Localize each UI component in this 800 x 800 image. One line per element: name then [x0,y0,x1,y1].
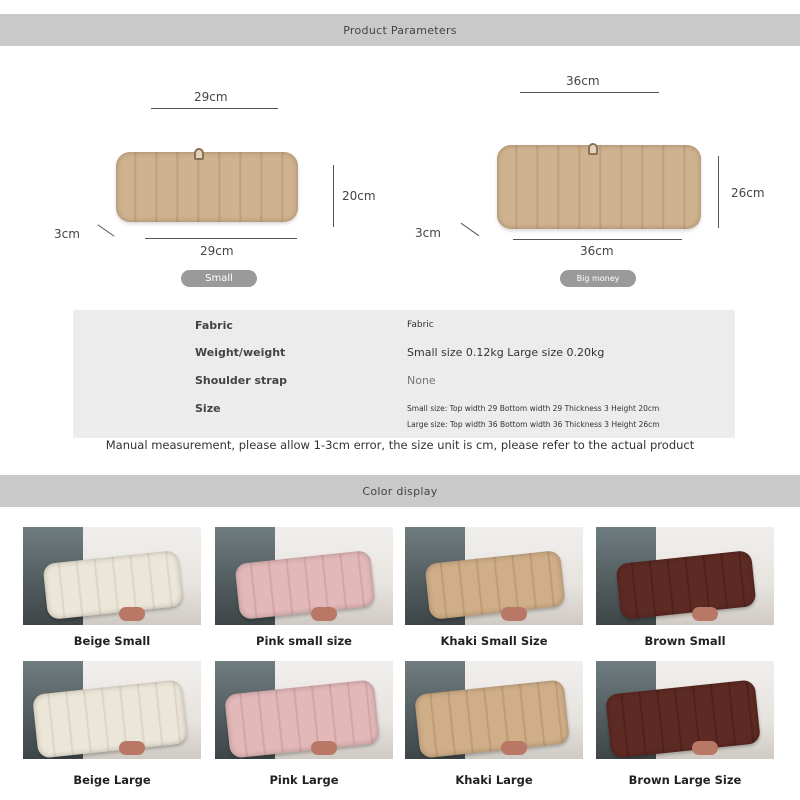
hand-image [501,607,527,621]
param-label: Shoulder strap [195,374,288,387]
param-value-2: Large size: Top width 36 Bottom width 36 Thickness 3 Height 26cm [407,420,660,429]
hand-image [311,741,337,755]
product-photo[interactable] [596,527,774,625]
large-top-width: 36cm [566,74,600,88]
hand-image [119,741,145,755]
hand-image [692,741,718,755]
product-parameters-banner [0,14,800,46]
small-top-width: 29cm [194,90,228,104]
param-label: Fabric [195,319,233,332]
zipper-pull-icon [194,148,204,160]
large-bag-image [497,145,701,229]
hand-image [692,607,718,621]
small-top-dimension-line [151,108,278,109]
parameter-table [73,310,735,438]
color-option-label: Brown Small [644,634,726,648]
param-value: Fabric [407,320,434,330]
param-value: Small size 0.12kg Large size 0.20kg [407,346,605,359]
param-value: Small size: Top width 29 Bottom width 29 Thickness 3 Height 20cm [407,404,660,413]
color-display-title: Color display [362,484,438,498]
product-photo[interactable] [215,527,393,625]
small-thickness: 3cm [54,227,80,241]
small-thickness-dimension-line [98,224,115,236]
zipper-pull-icon [588,143,598,155]
product-photo[interactable] [596,661,774,759]
product-photo[interactable] [23,527,201,625]
color-option-label: Khaki Small Size [440,634,548,648]
small-bottom-dimension-line [145,238,297,239]
color-option-label: Khaki Large [455,773,533,787]
color-option-label: Pink Large [269,773,339,787]
large-thickness-dimension-line [461,223,480,236]
hand-image [501,741,527,755]
large-bottom-dimension-line [513,239,682,240]
large-size-badge: Big money [560,270,636,287]
color-option-label: Pink small size [256,634,352,648]
hand-image [119,607,145,621]
small-bottom-width: 29cm [200,244,234,258]
param-label: Weight/weight [195,346,286,359]
large-top-dimension-line [520,92,659,93]
product-photo[interactable] [215,661,393,759]
param-value: None [407,374,436,387]
product-photo[interactable] [405,661,583,759]
large-thickness: 3cm [415,226,441,240]
small-height-dimension-line [333,165,334,227]
product-photo[interactable] [405,527,583,625]
param-label: Size [195,402,221,415]
product-photo[interactable] [23,661,201,759]
color-option-label: Beige Large [73,773,151,787]
color-option-label: Brown Large Size [628,773,742,787]
color-display-banner [0,475,800,507]
small-height: 20cm [342,189,376,203]
hand-image [311,607,337,621]
small-size-badge: Small [181,270,257,287]
measurement-note: Manual measurement, please allow 1-3cm error, the size unit is cm, please refer to the actual product [105,438,695,452]
product-parameters-title: Product Parameters [343,23,457,37]
large-height-dimension-line [718,156,719,228]
small-bag-image [116,152,298,222]
color-option-label: Beige Small [73,634,151,648]
large-bottom-width: 36cm [580,244,614,258]
large-height: 26cm [731,186,765,200]
